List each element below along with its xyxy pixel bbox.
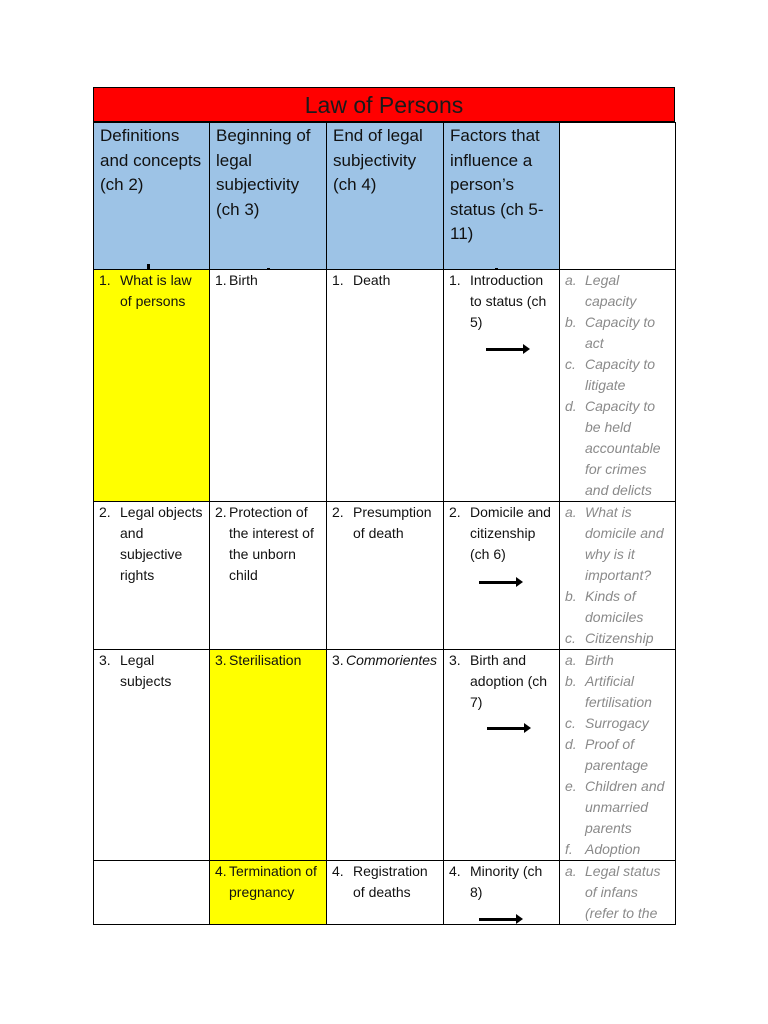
cell-subtopics bbox=[560, 650, 676, 861]
list-item: d. Proof of parentage bbox=[565, 736, 649, 773]
cell-definitions: 3. Legal subjects bbox=[94, 650, 210, 861]
cell-factors: 3. Birth and adoption (ch 7) bbox=[444, 650, 560, 861]
arrow-right-icon bbox=[487, 727, 525, 730]
cell-subtopics bbox=[560, 502, 676, 650]
header-factors: Factors that influence a person’s status (ch 5-11) bbox=[444, 123, 560, 270]
cell-subtopics bbox=[560, 861, 676, 925]
list-item: a. Birth bbox=[565, 652, 614, 668]
cell-end: 3. Commorientes bbox=[327, 650, 444, 861]
header-row bbox=[94, 123, 676, 270]
table-row bbox=[94, 861, 676, 925]
cell-end: 4. Registration of deaths bbox=[327, 861, 444, 925]
cell-beginning: 1. Birth bbox=[210, 270, 327, 502]
cell-beginning: 2. Protection of the interest of the unborn child bbox=[210, 502, 327, 650]
header-empty bbox=[560, 123, 676, 270]
overview-table bbox=[93, 122, 676, 925]
list-item: e. Children and unmarried parents bbox=[565, 778, 665, 836]
list-item: c. Surrogacy bbox=[565, 715, 649, 731]
list-item: a. Legal status of infans (refer to the bbox=[565, 863, 661, 921]
header-beginning: Beginning of legal subjectivity (ch 3) bbox=[210, 123, 327, 270]
header-end: End of legal subjectivity (ch 4) bbox=[327, 123, 444, 270]
cell-factors: 1. Introduction to status (ch 5) bbox=[444, 270, 560, 502]
cell-definitions: 1. What is law of persons bbox=[94, 270, 210, 502]
list-item: a. Legal capacity bbox=[565, 272, 637, 309]
list-item: c. Citizenship bbox=[565, 630, 654, 646]
cell-subtopics bbox=[560, 270, 676, 502]
arrow-right-icon bbox=[486, 348, 524, 351]
list-item: c. Capacity to litigate bbox=[565, 356, 656, 393]
cell-definitions: 2. Legal objects and subjective rights bbox=[94, 502, 210, 650]
cell-end: 1. Death bbox=[327, 270, 444, 502]
list-item: b. Capacity to act bbox=[565, 314, 656, 351]
list-item: b. Artificial fertilisation bbox=[565, 673, 652, 710]
header-definitions: Definitions and concepts (ch 2) bbox=[94, 123, 210, 270]
table-title: Law of Persons bbox=[93, 87, 675, 122]
list-item: b. Kinds of domiciles bbox=[565, 588, 644, 625]
cell-definitions bbox=[94, 861, 210, 925]
cell-factors: 4. Minority (ch 8) bbox=[444, 861, 560, 925]
arrow-right-icon bbox=[479, 581, 517, 584]
table-row bbox=[94, 650, 676, 861]
table-row bbox=[94, 270, 676, 502]
cell-end: 2. Presumption of death bbox=[327, 502, 444, 650]
law-of-persons-table bbox=[93, 87, 675, 925]
list-item: f. Adoption bbox=[565, 841, 641, 857]
arrow-right-icon bbox=[479, 918, 517, 921]
cell-factors: 2. Domicile and citizenship (ch 6) bbox=[444, 502, 560, 650]
list-item: a. What is domicile and why is it important? bbox=[565, 504, 664, 583]
table-row bbox=[94, 502, 676, 650]
list-item: d. Capacity to be held accountable for crimes and delicts bbox=[565, 398, 661, 498]
cell-beginning: 4. Termination of pregnancy bbox=[210, 861, 327, 925]
cell-beginning: 3. Sterilisation bbox=[210, 650, 327, 861]
